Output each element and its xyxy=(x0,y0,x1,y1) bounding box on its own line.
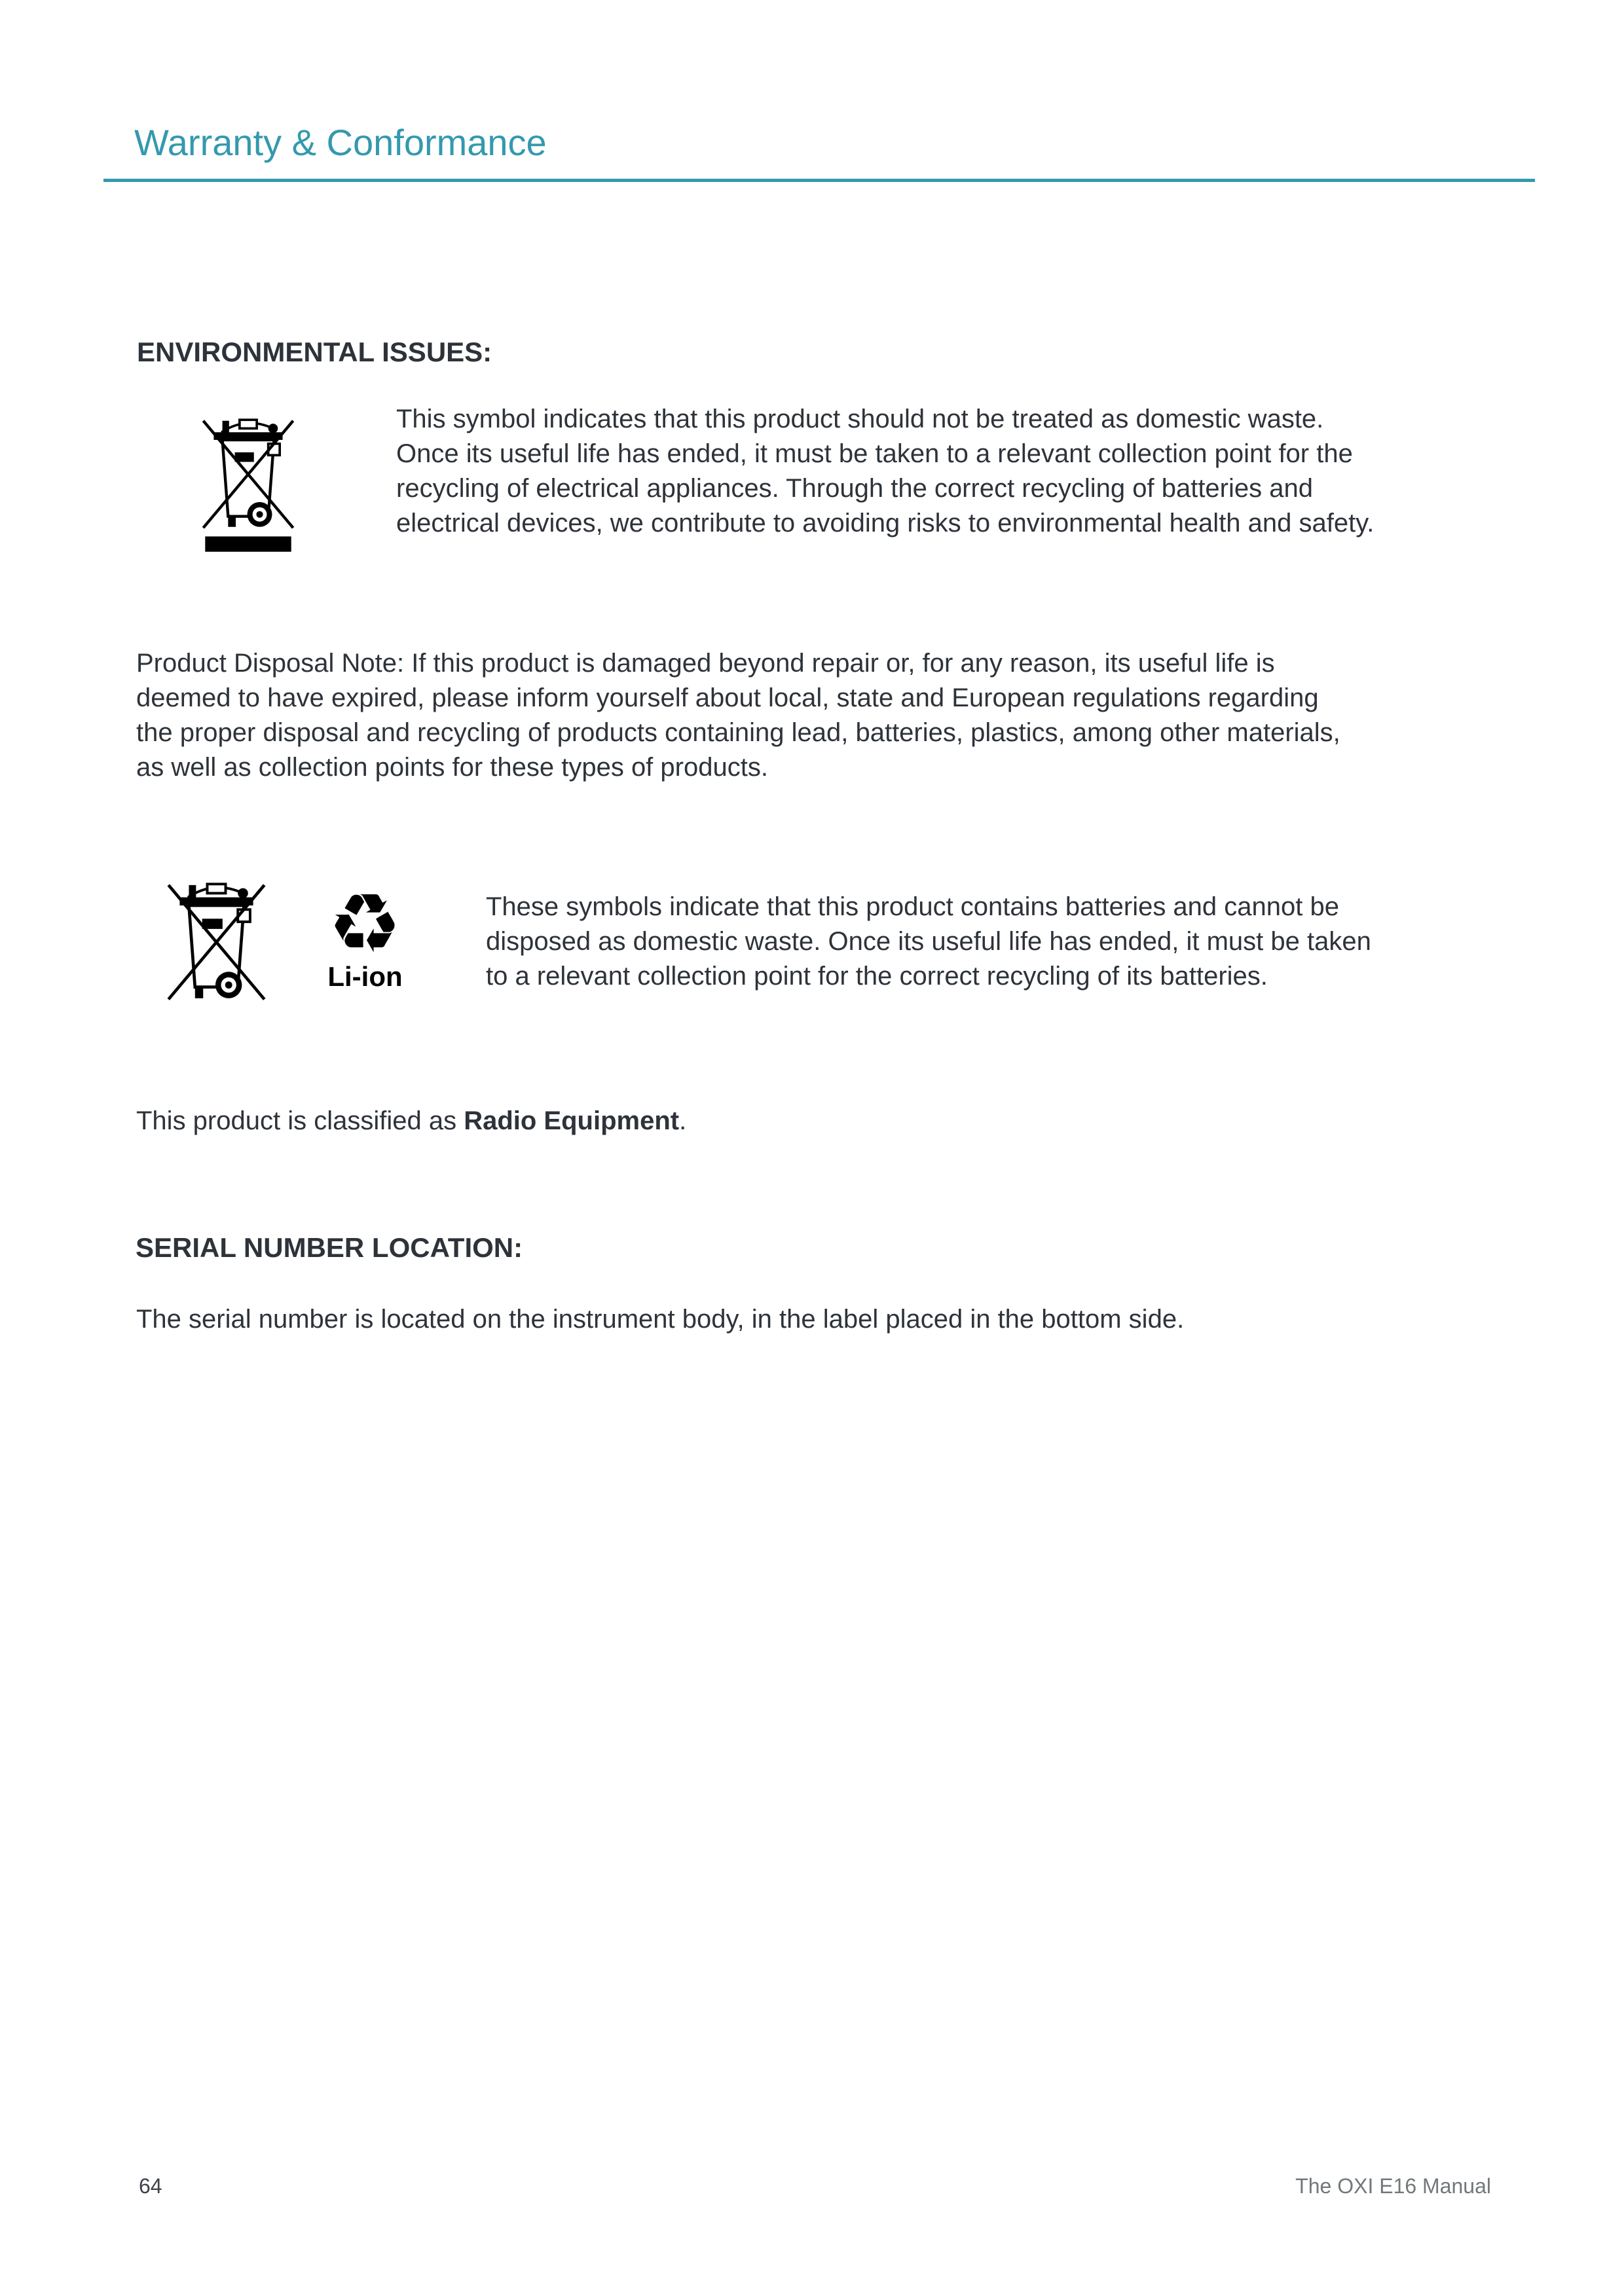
weee-crossed-bin-icon xyxy=(200,414,296,558)
disposal-note-line: as well as collection points for these types of products. xyxy=(136,753,768,782)
page-title: Warranty & Conformance xyxy=(134,122,547,163)
classification-suffix: . xyxy=(679,1106,687,1135)
serial-number-body: The serial number is located on the instrument body, in the label placed in the bottom side. xyxy=(136,1305,1185,1334)
disposal-note-paragraph xyxy=(136,646,1340,785)
classification-prefix: This product is classified as xyxy=(136,1106,464,1135)
serial-number-heading: SERIAL NUMBER LOCATION: xyxy=(136,1232,523,1263)
battery-paragraph xyxy=(486,890,1371,994)
battery-paragraph-line: These symbols indicate that this product contains batteries and cannot be xyxy=(486,892,1339,921)
classification-line xyxy=(136,1104,686,1139)
weee-paragraph-line: Once its useful life has ended, it must be taken to a relevant collection point for the xyxy=(396,439,1353,468)
weee-crossed-bin-svg xyxy=(200,414,296,558)
weee-paragraph xyxy=(396,402,1374,541)
battery-crossed-bin-svg xyxy=(162,878,270,1002)
recycling-mobius-icon: ♻ xyxy=(327,879,402,970)
weee-paragraph-line: electrical devices, we contribute to avoiding risks to environmental health and safety. xyxy=(396,509,1375,538)
battery-paragraph-line: to a relevant collection point for the correct recycling of its batteries. xyxy=(486,962,1268,991)
title-divider xyxy=(103,179,1535,182)
battery-paragraph-line: disposed as domestic waste. Once its useful life has ended, it must be taken xyxy=(486,927,1371,956)
environmental-issues-heading: ENVIRONMENTAL ISSUES: xyxy=(137,337,492,367)
battery-crossed-bin-icon xyxy=(162,878,270,1002)
classification-bold: Radio Equipment xyxy=(464,1106,680,1135)
footer-manual-title: The OXI E16 Manual xyxy=(1295,2174,1491,2198)
disposal-note-line: deemed to have expired, please inform yourself about local, state and European regulations regarding xyxy=(136,683,1319,712)
weee-paragraph-line: recycling of electrical appliances. Through the correct recycling of batteries and xyxy=(396,474,1313,503)
disposal-note-line: Product Disposal Note: If this product is damaged beyond repair or, for any reason, its useful life is xyxy=(136,649,1275,678)
footer-page-number: 64 xyxy=(139,2174,162,2198)
disposal-note-line: the proper disposal and recycling of products containing lead, batteries, plastics, among other materials, xyxy=(136,718,1340,747)
liion-label: Li-ion xyxy=(327,961,403,992)
weee-paragraph-line: This symbol indicates that this product should not be treated as domestic waste. xyxy=(396,405,1324,433)
